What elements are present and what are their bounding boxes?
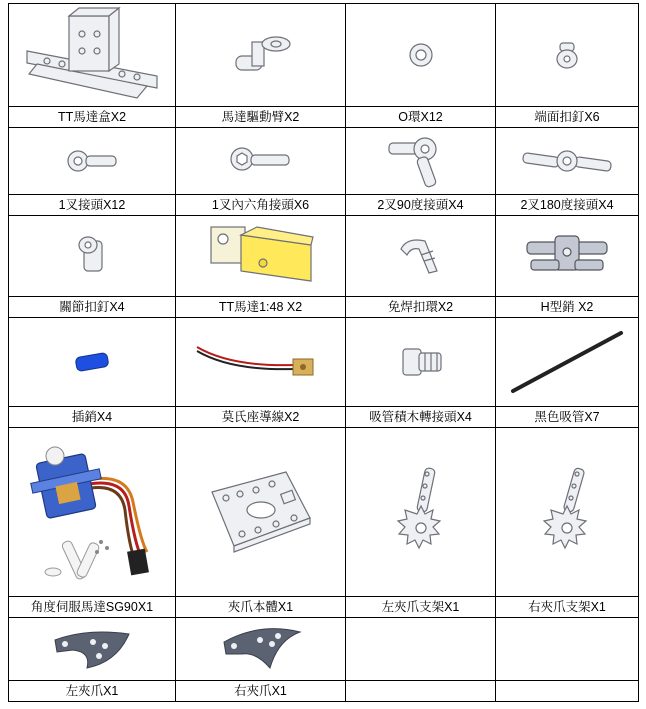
part-cell — [176, 216, 346, 318]
part-cell — [346, 428, 496, 618]
part-cell — [176, 618, 346, 702]
part-cell-empty — [346, 618, 496, 702]
part-cell — [346, 4, 496, 128]
part-cell — [9, 128, 176, 216]
part-cell-empty — [496, 618, 639, 702]
part-cell — [9, 618, 176, 702]
part-cell — [496, 428, 639, 618]
part-label: 1叉接頭X12 — [9, 194, 175, 215]
part-label: 角度伺服馬達SG90X1 — [9, 596, 175, 617]
part-label: 插銷X4 — [9, 406, 175, 427]
part-label: 莫氏座導線X2 — [176, 406, 345, 427]
parts-table — [8, 3, 639, 702]
one-fork-hex-connector-icon — [226, 141, 296, 181]
part-cell — [176, 4, 346, 128]
h-pin-icon — [517, 226, 617, 286]
part-cell — [496, 128, 639, 216]
part-label: 2叉90度接頭X4 — [346, 194, 495, 215]
table-row — [9, 428, 639, 618]
part-label: 1叉內六角接頭X6 — [176, 194, 345, 215]
part-label: 左夾爪X1 — [9, 680, 175, 701]
part-label: 吸管積木轉接頭X4 — [346, 406, 495, 427]
part-label: 關節扣釘X4 — [9, 296, 175, 317]
black-straw-icon — [507, 327, 627, 397]
part-label: H型銷 X2 — [496, 296, 638, 317]
gripper-body-icon — [206, 462, 316, 562]
part-label: 右夾爪支架X1 — [496, 596, 638, 617]
part-label: 黑色吸管X7 — [496, 406, 638, 427]
part-cell — [176, 318, 346, 428]
part-cell — [176, 128, 346, 216]
tt-motor-box-icon — [17, 6, 167, 104]
part-cell — [346, 318, 496, 428]
table-row — [9, 318, 639, 428]
part-label: 2叉180度接頭X4 — [496, 194, 638, 215]
o-ring-icon — [401, 35, 441, 75]
part-label: 端面扣釘X6 — [496, 106, 638, 127]
part-cell — [9, 428, 176, 618]
joint-rivet-icon — [72, 231, 112, 281]
part-cell — [176, 428, 346, 618]
part-label — [496, 680, 638, 701]
part-cell — [346, 128, 496, 216]
part-label: TT馬達盒X2 — [9, 106, 175, 127]
right-gripper-claw-icon — [216, 624, 306, 674]
part-label: 馬達驅動臂X2 — [176, 106, 345, 127]
part-cell — [346, 216, 496, 318]
part-label: 右夾爪X1 — [176, 680, 345, 701]
part-label: TT馬達1:48 X2 — [176, 296, 345, 317]
sg90-servo-icon — [17, 432, 167, 592]
solderless-clip-icon — [391, 231, 451, 281]
part-label — [346, 680, 495, 701]
right-gripper-bracket-icon — [537, 462, 597, 562]
straw-adapter-icon — [391, 337, 451, 387]
part-cell — [9, 216, 176, 318]
two-fork-180-connector-icon — [517, 139, 617, 183]
two-fork-90-connector-icon — [381, 129, 461, 193]
left-gripper-claw-icon — [47, 624, 137, 674]
part-label: 左夾爪支架X1 — [346, 596, 495, 617]
end-face-rivet-icon — [547, 35, 587, 75]
part-cell — [9, 4, 176, 128]
part-cell — [496, 4, 639, 128]
table-row — [9, 216, 639, 318]
one-fork-connector-icon — [62, 141, 122, 181]
part-cell — [496, 318, 639, 428]
part-cell — [496, 216, 639, 318]
table-row — [9, 4, 639, 128]
part-label: 夾爪本體X1 — [176, 596, 345, 617]
molex-wire-icon — [191, 337, 331, 387]
motor-drive-arm-icon — [226, 30, 296, 80]
left-gripper-bracket-icon — [391, 462, 451, 562]
tt-motor-icon — [201, 219, 321, 293]
table-row — [9, 618, 639, 702]
part-cell — [9, 318, 176, 428]
part-label: 免焊扣環X2 — [346, 296, 495, 317]
blue-pin-icon — [70, 347, 114, 377]
table-row — [9, 128, 639, 216]
part-label: O環X12 — [346, 106, 495, 127]
